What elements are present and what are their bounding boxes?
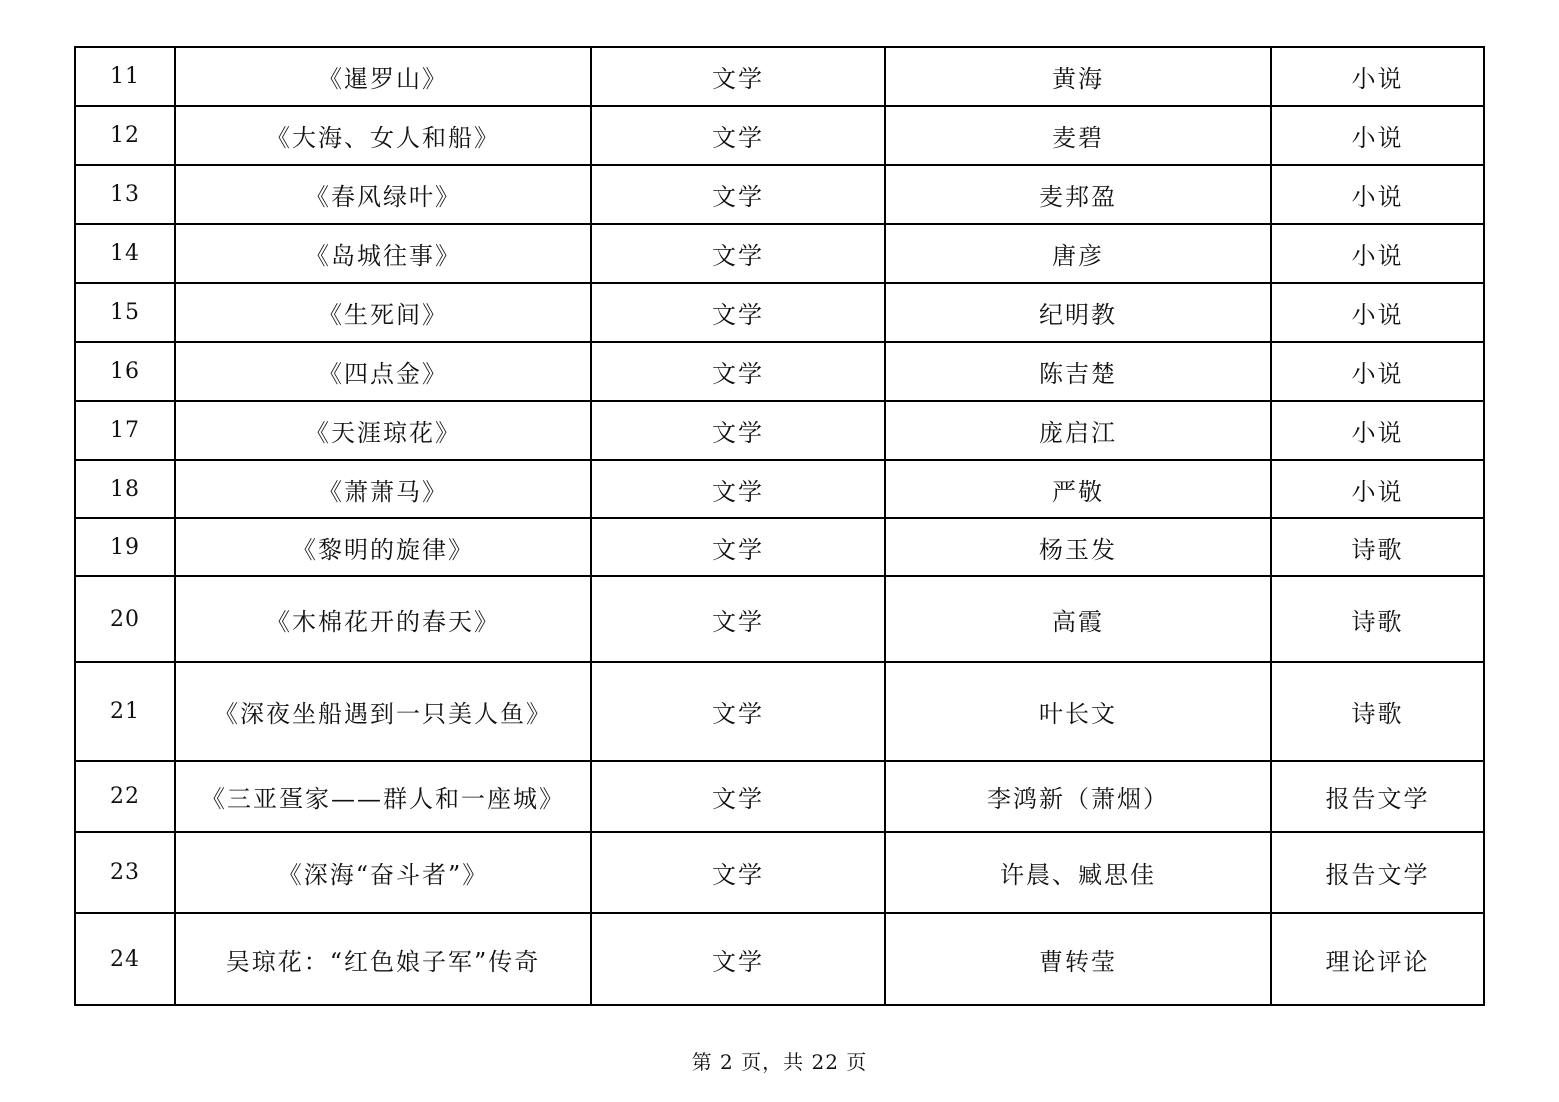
table-row [75, 913, 1484, 1005]
work-title: 《深夜坐船遇到一只美人鱼》 [175, 662, 591, 761]
work-genre: 报告文学 [1271, 761, 1484, 832]
row-number: 11 [75, 47, 175, 106]
table-row [75, 832, 1484, 913]
work-category: 文学 [591, 165, 885, 224]
work-title: 吴琼花：“红色娘子军”传奇 [175, 913, 591, 1005]
work-category: 文学 [591, 401, 885, 460]
work-title: 《暹罗山》 [175, 47, 591, 106]
work-category: 文学 [591, 576, 885, 662]
work-author: 麦邦盈 [885, 165, 1271, 224]
table-row [75, 460, 1484, 518]
row-number: 23 [75, 832, 175, 913]
table-row [75, 47, 1484, 106]
work-author: 高霞 [885, 576, 1271, 662]
work-author: 李鸿新（萧烟） [885, 761, 1271, 832]
work-category: 文学 [591, 913, 885, 1005]
row-number: 24 [75, 913, 175, 1005]
work-title: 《大海、女人和船》 [175, 106, 591, 165]
table-row [75, 761, 1484, 832]
table-row [75, 576, 1484, 662]
works-table [74, 46, 1485, 1006]
table-row [75, 401, 1484, 460]
works-table-body [75, 47, 1484, 1005]
work-category: 文学 [591, 224, 885, 283]
work-genre: 小说 [1271, 224, 1484, 283]
work-category: 文学 [591, 460, 885, 518]
work-author: 纪明教 [885, 283, 1271, 342]
work-category: 文学 [591, 283, 885, 342]
row-number: 18 [75, 460, 175, 518]
work-author: 许晨、臧思佳 [885, 832, 1271, 913]
page-number-label: 第 2 页，共 22 页 [691, 1050, 868, 1074]
work-category: 文学 [591, 518, 885, 576]
work-author: 杨玉发 [885, 518, 1271, 576]
work-author: 严敬 [885, 460, 1271, 518]
work-category: 文学 [591, 106, 885, 165]
work-genre: 小说 [1271, 47, 1484, 106]
work-genre: 理论评论 [1271, 913, 1484, 1005]
work-genre: 小说 [1271, 283, 1484, 342]
row-number: 13 [75, 165, 175, 224]
work-genre: 诗歌 [1271, 662, 1484, 761]
work-category: 文学 [591, 47, 885, 106]
row-number: 14 [75, 224, 175, 283]
work-genre: 小说 [1271, 106, 1484, 165]
work-category: 文学 [591, 662, 885, 761]
work-category: 文学 [591, 761, 885, 832]
table-row [75, 165, 1484, 224]
work-title: 《生死间》 [175, 283, 591, 342]
work-author: 陈吉楚 [885, 342, 1271, 401]
table-row [75, 283, 1484, 342]
work-title: 《萧萧马》 [175, 460, 591, 518]
row-number: 12 [75, 106, 175, 165]
row-number: 17 [75, 401, 175, 460]
work-author: 麦碧 [885, 106, 1271, 165]
row-number: 19 [75, 518, 175, 576]
table-row [75, 342, 1484, 401]
row-number: 16 [75, 342, 175, 401]
work-author: 唐彦 [885, 224, 1271, 283]
work-genre: 小说 [1271, 165, 1484, 224]
work-genre: 报告文学 [1271, 832, 1484, 913]
table-row [75, 518, 1484, 576]
row-number: 15 [75, 283, 175, 342]
work-title: 《三亚疍家——群人和一座城》 [175, 761, 591, 832]
table-row [75, 662, 1484, 761]
table-row [75, 224, 1484, 283]
work-author: 庞启江 [885, 401, 1271, 460]
work-title: 《四点金》 [175, 342, 591, 401]
work-genre: 小说 [1271, 342, 1484, 401]
work-author: 曹转莹 [885, 913, 1271, 1005]
work-genre: 诗歌 [1271, 518, 1484, 576]
work-title: 《木棉花开的春天》 [175, 576, 591, 662]
work-author: 叶长文 [885, 662, 1271, 761]
work-title: 《深海“奋斗者”》 [175, 832, 591, 913]
row-number: 21 [75, 662, 175, 761]
work-category: 文学 [591, 342, 885, 401]
work-author: 黄海 [885, 47, 1271, 106]
work-title: 《天涯琼花》 [175, 401, 591, 460]
table-row [75, 106, 1484, 165]
row-number: 22 [75, 761, 175, 832]
work-title: 《岛城往事》 [175, 224, 591, 283]
page-footer [0, 1046, 1559, 1075]
work-category: 文学 [591, 832, 885, 913]
row-number: 20 [75, 576, 175, 662]
work-genre: 小说 [1271, 401, 1484, 460]
work-title: 《黎明的旋律》 [175, 518, 591, 576]
work-genre: 小说 [1271, 460, 1484, 518]
work-title: 《春风绿叶》 [175, 165, 591, 224]
work-genre: 诗歌 [1271, 576, 1484, 662]
